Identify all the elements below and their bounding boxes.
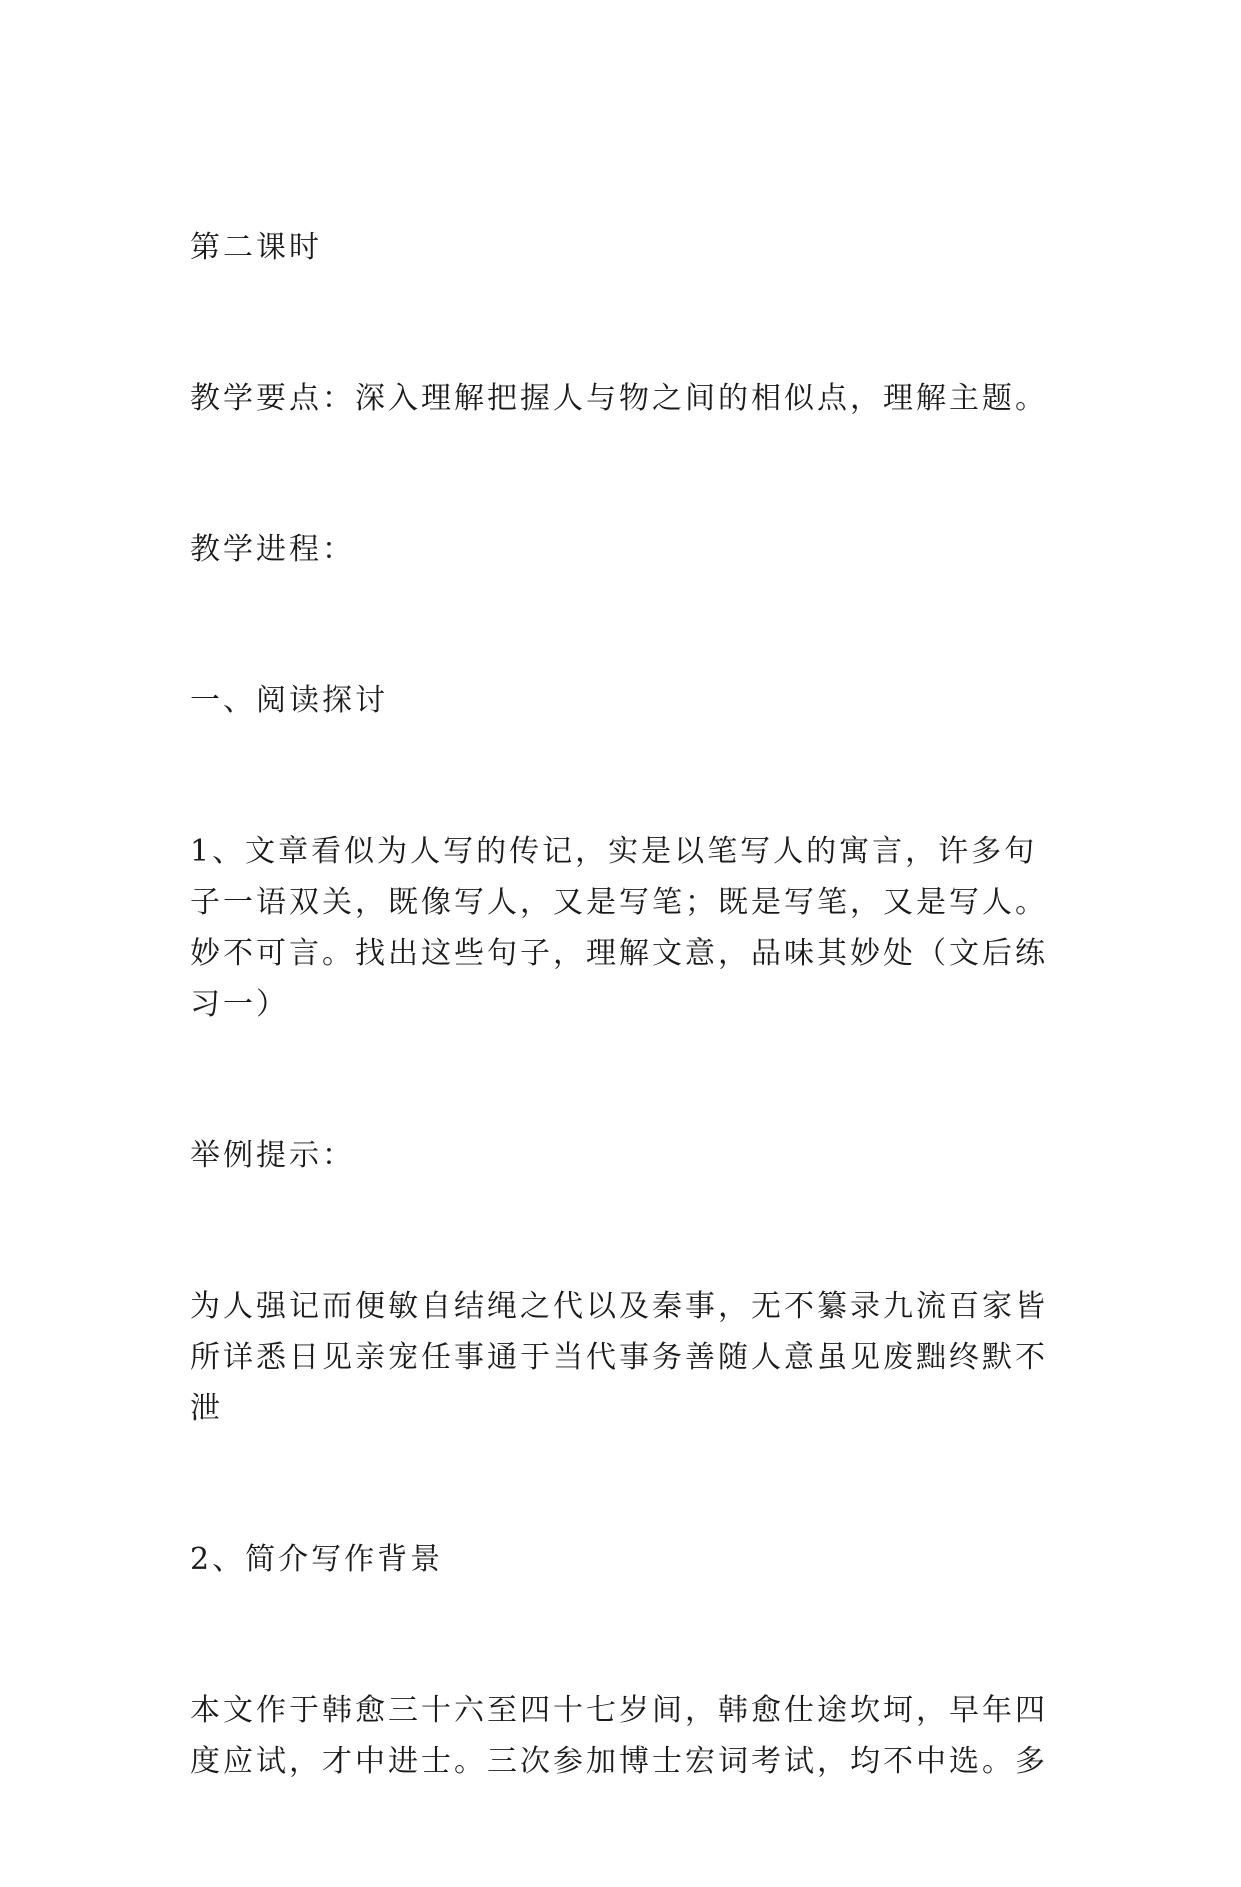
teaching-process-label: 教学进程： bbox=[190, 532, 355, 567]
paragraph-item-2: 2、简介写作背景 bbox=[190, 1542, 444, 1577]
example-hint-label: 举例提示： bbox=[190, 1138, 355, 1173]
paragraph-item-1: 1、文章看似为人写的传记，实是以笔写人的寓言，许多句子一语双关，既像写人，又是写笔；既是写笔，又是写人。妙不可言。找出这些句子，理解文意，品味其妙处（文后练习一） bbox=[190, 834, 1048, 1022]
section-heading-lesson: 第二课时 bbox=[190, 230, 322, 265]
section-heading-reading: 一、阅读探讨 bbox=[190, 683, 388, 718]
teaching-key-points: 教学要点：深入理解把握人与物之间的相似点，理解主题。 bbox=[190, 381, 1048, 416]
example-text: 为人强记而便敏自结绳之代以及秦事，无不纂录九流百家皆所详悉日见亲宠任事通于当代事务善随人意虽见废黜终默不泄 bbox=[190, 1289, 1048, 1426]
document-body bbox=[190, 222, 1060, 1887]
background-text: 本文作于韩愈三十六至四十七岁间，韩愈仕途坎坷，早年四度应试，才中进士。三次参加博士宏词考试，均不中选。多 bbox=[190, 1693, 1048, 1779]
